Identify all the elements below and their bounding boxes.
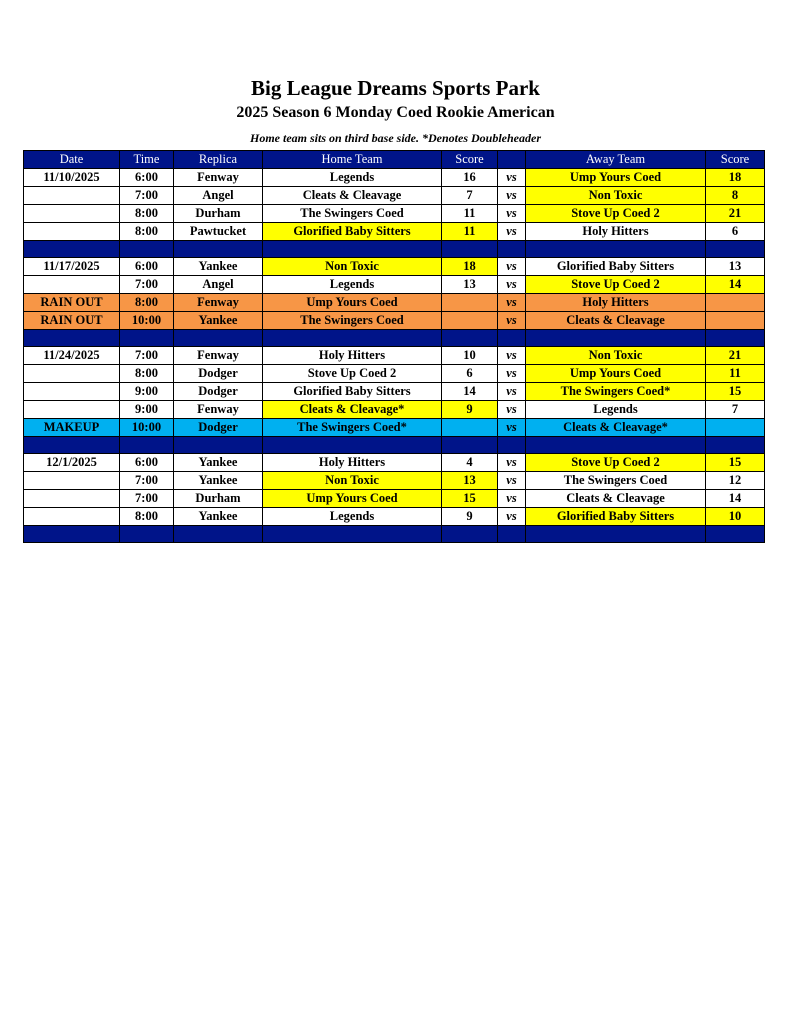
cell-home-score: 13 xyxy=(442,472,498,490)
table-row xyxy=(24,347,765,365)
col-header-vs xyxy=(498,151,526,169)
cell-time: 8:00 xyxy=(120,294,174,312)
cell-replica: Fenway xyxy=(174,169,263,187)
cell-replica: Durham xyxy=(174,205,263,223)
cell-home: Ump Yours Coed xyxy=(263,490,442,508)
cell-home-score: 11 xyxy=(442,205,498,223)
col-header-home-score: Score xyxy=(442,151,498,169)
table-row xyxy=(24,454,765,472)
cell-date: 11/17/2025 xyxy=(24,258,120,276)
cell-time: 7:00 xyxy=(120,490,174,508)
cell-time: 6:00 xyxy=(120,258,174,276)
cell-home: Holy Hitters xyxy=(263,454,442,472)
cell-vs: vs xyxy=(498,169,526,187)
table-row xyxy=(24,294,765,312)
cell-replica: Pawtucket xyxy=(174,223,263,241)
cell-away: Stove Up Coed 2 xyxy=(526,276,706,294)
cell-home: Legends xyxy=(263,169,442,187)
separator-cell xyxy=(263,241,442,258)
cell-date: MAKEUP xyxy=(24,419,120,437)
separator-cell xyxy=(174,330,263,347)
cell-away: The Swingers Coed* xyxy=(526,383,706,401)
schedule-note: Home team sits on third base side. *Denotes Doubleheader xyxy=(250,131,541,145)
separator-cell xyxy=(120,437,174,454)
cell-time: 6:00 xyxy=(120,454,174,472)
cell-date xyxy=(24,490,120,508)
cell-replica: Angel xyxy=(174,187,263,205)
cell-vs: vs xyxy=(498,258,526,276)
cell-date xyxy=(24,383,120,401)
cell-home: Ump Yours Coed xyxy=(263,294,442,312)
separator-cell xyxy=(24,241,120,258)
separator-cell xyxy=(120,241,174,258)
cell-home: Non Toxic xyxy=(263,258,442,276)
cell-replica: Dodger xyxy=(174,365,263,383)
cell-home-score: 9 xyxy=(442,401,498,419)
schedule-body xyxy=(24,169,765,543)
cell-date xyxy=(24,223,120,241)
cell-home-score xyxy=(442,312,498,330)
cell-away: Stove Up Coed 2 xyxy=(526,454,706,472)
cell-vs: vs xyxy=(498,401,526,419)
cell-time: 7:00 xyxy=(120,472,174,490)
cell-away: Non Toxic xyxy=(526,347,706,365)
cell-home-score: 14 xyxy=(442,383,498,401)
col-header-away-score: Score xyxy=(706,151,765,169)
cell-date xyxy=(24,205,120,223)
cell-home-score: 6 xyxy=(442,365,498,383)
cell-home: Legends xyxy=(263,276,442,294)
separator-cell xyxy=(120,330,174,347)
cell-home: Legends xyxy=(263,508,442,526)
cell-away-score: 12 xyxy=(706,472,765,490)
cell-home: The Swingers Coed* xyxy=(263,419,442,437)
separator-cell xyxy=(120,526,174,543)
cell-away: Stove Up Coed 2 xyxy=(526,205,706,223)
separator-cell xyxy=(498,241,526,258)
cell-home: Cleats & Cleavage* xyxy=(263,401,442,419)
separator-cell xyxy=(263,526,442,543)
cell-home-score xyxy=(442,419,498,437)
cell-away-score: 21 xyxy=(706,347,765,365)
cell-replica: Durham xyxy=(174,490,263,508)
week-separator xyxy=(24,437,765,454)
cell-away-score: 21 xyxy=(706,205,765,223)
cell-home-score: 7 xyxy=(442,187,498,205)
cell-vs: vs xyxy=(498,205,526,223)
cell-away: Holy Hitters xyxy=(526,223,706,241)
cell-away: Non Toxic xyxy=(526,187,706,205)
cell-home-score: 16 xyxy=(442,169,498,187)
table-row xyxy=(24,383,765,401)
cell-time: 9:00 xyxy=(120,401,174,419)
cell-home: Glorified Baby Sitters xyxy=(263,383,442,401)
separator-cell xyxy=(263,437,442,454)
separator-cell xyxy=(526,437,706,454)
cell-home-score: 15 xyxy=(442,490,498,508)
cell-date: 12/1/2025 xyxy=(24,454,120,472)
week-separator xyxy=(24,241,765,258)
table-row xyxy=(24,258,765,276)
cell-vs: vs xyxy=(498,187,526,205)
separator-cell xyxy=(24,437,120,454)
separator-cell xyxy=(526,241,706,258)
cell-replica: Yankee xyxy=(174,258,263,276)
cell-away: Legends xyxy=(526,401,706,419)
separator-cell xyxy=(442,330,498,347)
cell-date xyxy=(24,187,120,205)
cell-away: Cleats & Cleavage* xyxy=(526,419,706,437)
cell-replica: Fenway xyxy=(174,294,263,312)
separator-cell xyxy=(442,241,498,258)
cell-away: Ump Yours Coed xyxy=(526,365,706,383)
separator-cell xyxy=(498,526,526,543)
cell-away-score: 6 xyxy=(706,223,765,241)
cell-time: 10:00 xyxy=(120,419,174,437)
cell-replica: Fenway xyxy=(174,401,263,419)
cell-replica: Yankee xyxy=(174,454,263,472)
cell-replica: Yankee xyxy=(174,472,263,490)
cell-time: 6:00 xyxy=(120,169,174,187)
table-row xyxy=(24,401,765,419)
cell-time: 8:00 xyxy=(120,365,174,383)
cell-away: Cleats & Cleavage xyxy=(526,490,706,508)
separator-cell xyxy=(174,526,263,543)
cell-time: 8:00 xyxy=(120,223,174,241)
cell-away: The Swingers Coed xyxy=(526,472,706,490)
table-row xyxy=(24,312,765,330)
cell-vs: vs xyxy=(498,419,526,437)
cell-away-score xyxy=(706,419,765,437)
separator-cell xyxy=(24,330,120,347)
cell-home-score: 13 xyxy=(442,276,498,294)
cell-time: 8:00 xyxy=(120,508,174,526)
separator-cell xyxy=(174,241,263,258)
cell-vs: vs xyxy=(498,383,526,401)
cell-home: The Swingers Coed xyxy=(263,312,442,330)
cell-vs: vs xyxy=(498,312,526,330)
separator-cell xyxy=(174,437,263,454)
table-row xyxy=(24,276,765,294)
cell-date xyxy=(24,276,120,294)
cell-vs: vs xyxy=(498,347,526,365)
cell-away-score: 14 xyxy=(706,276,765,294)
table-row xyxy=(24,419,765,437)
cell-date: 11/10/2025 xyxy=(24,169,120,187)
col-header-time: Time xyxy=(120,151,174,169)
cell-vs: vs xyxy=(498,490,526,508)
separator-cell xyxy=(498,437,526,454)
table-header-row xyxy=(24,151,765,169)
cell-replica: Dodger xyxy=(174,383,263,401)
separator-cell xyxy=(442,437,498,454)
cell-vs: vs xyxy=(498,223,526,241)
cell-home-score: 18 xyxy=(442,258,498,276)
cell-home: Stove Up Coed 2 xyxy=(263,365,442,383)
table-row xyxy=(24,223,765,241)
cell-replica: Dodger xyxy=(174,419,263,437)
cell-replica: Yankee xyxy=(174,508,263,526)
cell-away-score: 8 xyxy=(706,187,765,205)
cell-home: Holy Hitters xyxy=(263,347,442,365)
table-row xyxy=(24,205,765,223)
cell-vs: vs xyxy=(498,508,526,526)
schedule-table xyxy=(23,150,765,543)
table-row xyxy=(24,169,765,187)
separator-cell xyxy=(526,330,706,347)
separator-cell xyxy=(706,437,765,454)
cell-away-score: 10 xyxy=(706,508,765,526)
cell-away-score: 7 xyxy=(706,401,765,419)
cell-time: 8:00 xyxy=(120,205,174,223)
separator-cell xyxy=(526,526,706,543)
separator-cell xyxy=(706,330,765,347)
separator-cell xyxy=(442,526,498,543)
cell-away: Glorified Baby Sitters xyxy=(526,258,706,276)
cell-replica: Fenway xyxy=(174,347,263,365)
cell-home-score: 4 xyxy=(442,454,498,472)
separator-cell xyxy=(263,330,442,347)
cell-date xyxy=(24,472,120,490)
separator-cell xyxy=(706,241,765,258)
cell-away: Holy Hitters xyxy=(526,294,706,312)
col-header-home-team: Home Team xyxy=(263,151,442,169)
cell-away-score: 15 xyxy=(706,454,765,472)
cell-home-score: 10 xyxy=(442,347,498,365)
cell-date xyxy=(24,508,120,526)
table-row xyxy=(24,187,765,205)
table-row xyxy=(24,472,765,490)
cell-time: 7:00 xyxy=(120,187,174,205)
cell-date: 11/24/2025 xyxy=(24,347,120,365)
cell-away-score: 13 xyxy=(706,258,765,276)
page-title: Big League Dreams Sports Park xyxy=(251,76,540,100)
separator-cell xyxy=(498,330,526,347)
week-separator xyxy=(24,330,765,347)
cell-time: 9:00 xyxy=(120,383,174,401)
cell-home-score: 11 xyxy=(442,223,498,241)
col-header-date: Date xyxy=(24,151,120,169)
cell-home: Non Toxic xyxy=(263,472,442,490)
cell-replica: Yankee xyxy=(174,312,263,330)
cell-vs: vs xyxy=(498,276,526,294)
cell-replica: Angel xyxy=(174,276,263,294)
cell-vs: vs xyxy=(498,294,526,312)
cell-away-score xyxy=(706,294,765,312)
cell-time: 10:00 xyxy=(120,312,174,330)
separator-cell xyxy=(24,526,120,543)
cell-away: Cleats & Cleavage xyxy=(526,312,706,330)
cell-date xyxy=(24,401,120,419)
cell-away: Glorified Baby Sitters xyxy=(526,508,706,526)
cell-away-score: 15 xyxy=(706,383,765,401)
cell-away-score: 14 xyxy=(706,490,765,508)
separator-cell xyxy=(706,526,765,543)
cell-away-score: 18 xyxy=(706,169,765,187)
cell-vs: vs xyxy=(498,365,526,383)
cell-home: Glorified Baby Sitters xyxy=(263,223,442,241)
table-row xyxy=(24,508,765,526)
cell-vs: vs xyxy=(498,454,526,472)
week-separator xyxy=(24,526,765,543)
cell-date: RAIN OUT xyxy=(24,294,120,312)
cell-date xyxy=(24,365,120,383)
cell-away-score xyxy=(706,312,765,330)
table-row xyxy=(24,365,765,383)
cell-home-score xyxy=(442,294,498,312)
col-header-replica: Replica xyxy=(174,151,263,169)
cell-time: 7:00 xyxy=(120,347,174,365)
table-row xyxy=(24,490,765,508)
col-header-away-team: Away Team xyxy=(526,151,706,169)
cell-away-score: 11 xyxy=(706,365,765,383)
cell-home: The Swingers Coed xyxy=(263,205,442,223)
cell-vs: vs xyxy=(498,472,526,490)
cell-home-score: 9 xyxy=(442,508,498,526)
cell-date: RAIN OUT xyxy=(24,312,120,330)
cell-time: 7:00 xyxy=(120,276,174,294)
cell-away: Ump Yours Coed xyxy=(526,169,706,187)
page-subtitle: 2025 Season 6 Monday Coed Rookie American xyxy=(236,104,555,121)
cell-home: Cleats & Cleavage xyxy=(263,187,442,205)
